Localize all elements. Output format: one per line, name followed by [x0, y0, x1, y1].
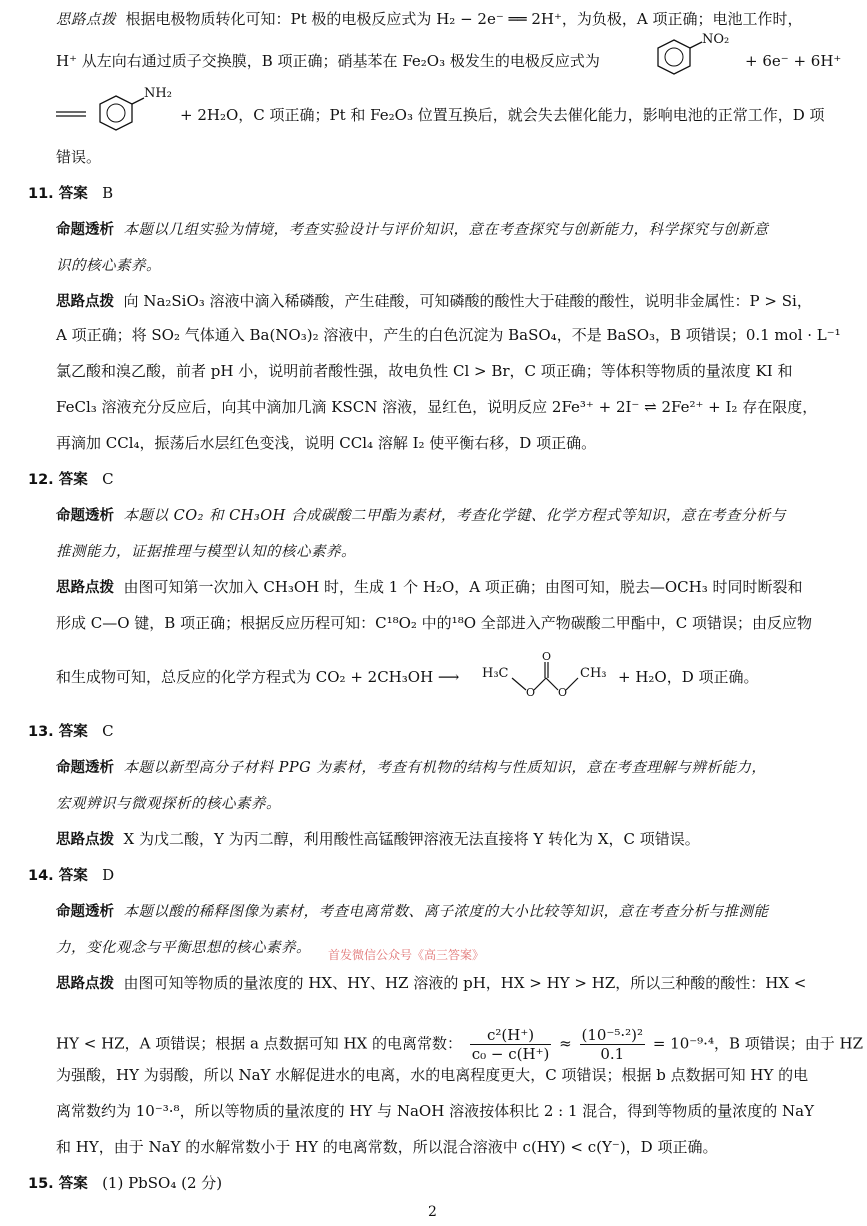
q15-answer [28, 1172, 222, 1195]
answer-value: B [102, 184, 114, 202]
ester-o-left: O [526, 686, 536, 699]
q10-analysis-line2 [56, 50, 600, 72]
text: H⁺ 从左向右通过质子交换膜，B 项正确；硝基苯在 Fe₂O₃ 极发生的电极反应式为 [56, 52, 600, 70]
answer-label: 13. 答案 [28, 724, 88, 740]
no2-label: NO₂ [702, 32, 730, 47]
q13-intent-line1 [56, 756, 766, 779]
text: 本题以新型高分子材料 PPG 为素材，考查有机物的结构与性质知识，意在考查理解与辨析能力， [123, 760, 767, 776]
q14-intent-line1 [56, 900, 769, 923]
fraction-numerator: c²(H⁺) [470, 1026, 552, 1045]
h3c-label: H₃C [482, 666, 509, 681]
q13-answer [28, 720, 114, 743]
carbonyl-o: O [542, 650, 552, 663]
answer-value: C [102, 470, 114, 488]
text: X 为戊二酸，Y 为丙二醇，利用酸性高锰酸钾溶液无法直接将 Y 转化为 X，C 项错误。 [123, 830, 700, 848]
text: + H₂O，D 项正确。 [618, 668, 759, 686]
text: 宏观辨识与微观探析的核心素养。 [56, 796, 281, 812]
text: 由图可知第一次加入 CH₃OH 时，生成 1 个 H₂O，A 项正确；由图可知，脱去—OCH₃ 时同时断裂和 [123, 578, 803, 596]
q14-analysis-line2 [56, 1026, 863, 1063]
text: 为强酸，HY 为弱酸，所以 NaY 水解促进水的电离，水的电离程度更大，C 项错误；根据 b 点数据可知 HY 的电 [56, 1066, 809, 1084]
fraction-denominator: c₀ − c(H⁺) [471, 1045, 550, 1063]
text: 和生成物可知，总反应的化学方程式为 CO₂ + 2CH₃OH ⟶ [56, 668, 460, 686]
q12-intent-line1 [56, 504, 786, 527]
dimethyl-carbonate-structure [482, 650, 632, 700]
answer-value: D [102, 866, 115, 884]
text: 本题以 CO₂ 和 CH₃OH 合成碳酸二甲酯为素材，考查化学键、化学方程式等知识，意在考查分析与 [123, 508, 786, 524]
watermark: 首发微信公众号《高三答案》 [328, 948, 485, 962]
answer-label: 15. 答案 [28, 1176, 88, 1192]
q11-analysis-line3 [56, 360, 792, 382]
nh2-label: NH₂ [144, 86, 172, 101]
text: 离常数约为 10⁻³·⁸，所以等物质的量浓度的 HY 与 NaOH 溶液按体积比 2 : 1 混合，得到等物质的量浓度的 NaY [56, 1102, 815, 1120]
aniline-structure [56, 88, 176, 142]
ka-fraction-2 [580, 1026, 646, 1063]
analysis-heading: 思路点拨 [56, 976, 114, 992]
q10-analysis-line3 [180, 104, 825, 126]
q10-analysis-line4 [56, 146, 101, 168]
q10-analysis-line1 [56, 8, 802, 31]
q12-analysis-line1 [56, 576, 803, 599]
q14-analysis-line1 [56, 972, 806, 995]
q14-analysis-line5 [56, 1136, 717, 1158]
q11-analysis-line5 [56, 432, 596, 454]
q10-analysis-line2-end [745, 50, 841, 72]
analysis-heading: 思路点拨 [56, 12, 116, 28]
text: A 项正确；将 SO₂ 气体通入 Ba(NO₃)₂ 溶液中，产生的白色沉淀为 BaSO₄，不是 BaSO₃，B 项错误；0.1 mol · L⁻¹ [56, 326, 841, 344]
text: 错误。 [56, 148, 102, 166]
q11-answer [28, 182, 113, 205]
analysis-heading: 思路点拨 [56, 294, 114, 310]
text: 由图可知等物质的量浓度的 HX、HY、HZ 溶液的 pH，HX > HY > HZ，所以三种酸的酸性：HX < [123, 974, 807, 992]
fraction-denominator: 0.1 [600, 1045, 625, 1063]
text: 识的核心素养。 [56, 258, 161, 274]
q13-analysis-line1 [56, 828, 700, 851]
analysis-heading: 思路点拨 [56, 832, 114, 848]
q12-answer [28, 468, 114, 491]
text: 向 Na₂SiO₃ 溶液中滴入稀磷酸，产生硅酸，可知磷酸的酸性大于硅酸的酸性，说明非金属性：P > Si， [123, 292, 812, 310]
page-number: 2 [428, 1204, 437, 1220]
q12-analysis-line3 [56, 666, 459, 688]
q11-intent-line1 [56, 218, 769, 241]
text: 形成 C—O 键，B 项正确；根据反应历程可知：C¹⁸O₂ 中的¹⁸O 全部进入产物碳酸二甲酯中，C 项错误；由反应物 [56, 614, 813, 632]
q13-intent-line2 [56, 792, 281, 815]
q12-analysis-line2 [56, 612, 812, 634]
q14-intent-line2 [56, 936, 311, 959]
text: 再滴加 CCl₄，振荡后水层红色变浅，说明 CCl₄ 溶解 I₂ 使平衡右移，D 项正确。 [56, 434, 597, 452]
intent-heading: 命题透析 [56, 760, 114, 776]
q14-answer [28, 864, 114, 887]
text: 本题以酸的稀释图像为素材，考查电离常数、离子浓度的大小比较等知识，意在考查分析与推测能 [123, 904, 769, 920]
answer-value: (1) PbSO₄ (2 分) [102, 1174, 223, 1192]
text: 力，变化观念与平衡思想的核心素养。 [56, 940, 311, 956]
intent-heading: 命题透析 [56, 222, 114, 238]
fraction-numerator: (10⁻⁵·²)² [581, 1026, 644, 1044]
text: HY < HZ，A 项错误；根据 a 点数据可知 HX 的电离常数： [56, 1034, 462, 1053]
q12-intent-line2 [56, 540, 356, 563]
ester-o-right: O [558, 686, 568, 699]
q11-analysis-line4 [56, 396, 817, 418]
q11-analysis-line2 [56, 324, 841, 346]
ch3-label: CH₃ [580, 666, 607, 681]
q14-analysis-line3 [56, 1064, 808, 1086]
approx-sign: ≈ [559, 1034, 572, 1053]
q14-analysis-line4 [56, 1100, 814, 1122]
text: + 6e⁻ + 6H⁺ [745, 52, 842, 70]
text: = 10⁻⁹·⁴，B 项错误；由于 HZ [652, 1034, 864, 1053]
intent-heading: 命题透析 [56, 904, 114, 920]
ka-fraction-1 [470, 1026, 552, 1063]
text: 和 HY，由于 NaY 的水解常数小于 HY 的电离常数，所以混合溶液中 c(HY) < c(Y⁻)，D 项正确。 [56, 1138, 718, 1156]
text: 根据电极物质转化可知：Pt 极的电极反应式为 H₂ − 2e⁻ ══ 2H⁺，为负极，A 项正确；电池工作时， [125, 10, 803, 28]
text: 本题以几组实验为情境，考查实验设计与评价知识，意在考查探究与创新能力，科学探究与创新意 [123, 222, 769, 238]
text: 推测能力，证据推理与模型认知的核心素养。 [56, 544, 356, 560]
q12-analysis-line3-end [618, 666, 759, 688]
text: + 2H₂O，C 项正确；Pt 和 Fe₂O₃ 位置互换后，就会失去催化能力，影响电池的正常工作，D 项 [180, 106, 825, 124]
answer-value: C [102, 722, 114, 740]
answer-label: 12. 答案 [28, 472, 88, 488]
text: 氯乙酸和溴乙酸，前者 pH 小，说明前者酸性强，故电负性 Cl > Br，C 项正确；等体积等物质的量浓度 KI 和 [56, 362, 793, 380]
intent-heading: 命题透析 [56, 508, 114, 524]
nitrobenzene-structure [652, 34, 742, 88]
q11-analysis-line1 [56, 290, 812, 313]
answer-label: 11. 答案 [28, 186, 88, 202]
answer-label: 14. 答案 [28, 868, 88, 884]
text: FeCl₃ 溶液充分反应后，向其中滴加几滴 KSCN 溶液，显红色，说明反应 2Fe³⁺ + 2I⁻ ⇌ 2Fe²⁺ + I₂ 存在限度， [56, 398, 818, 416]
q11-intent-line2 [56, 254, 161, 277]
analysis-heading: 思路点拨 [56, 580, 114, 596]
